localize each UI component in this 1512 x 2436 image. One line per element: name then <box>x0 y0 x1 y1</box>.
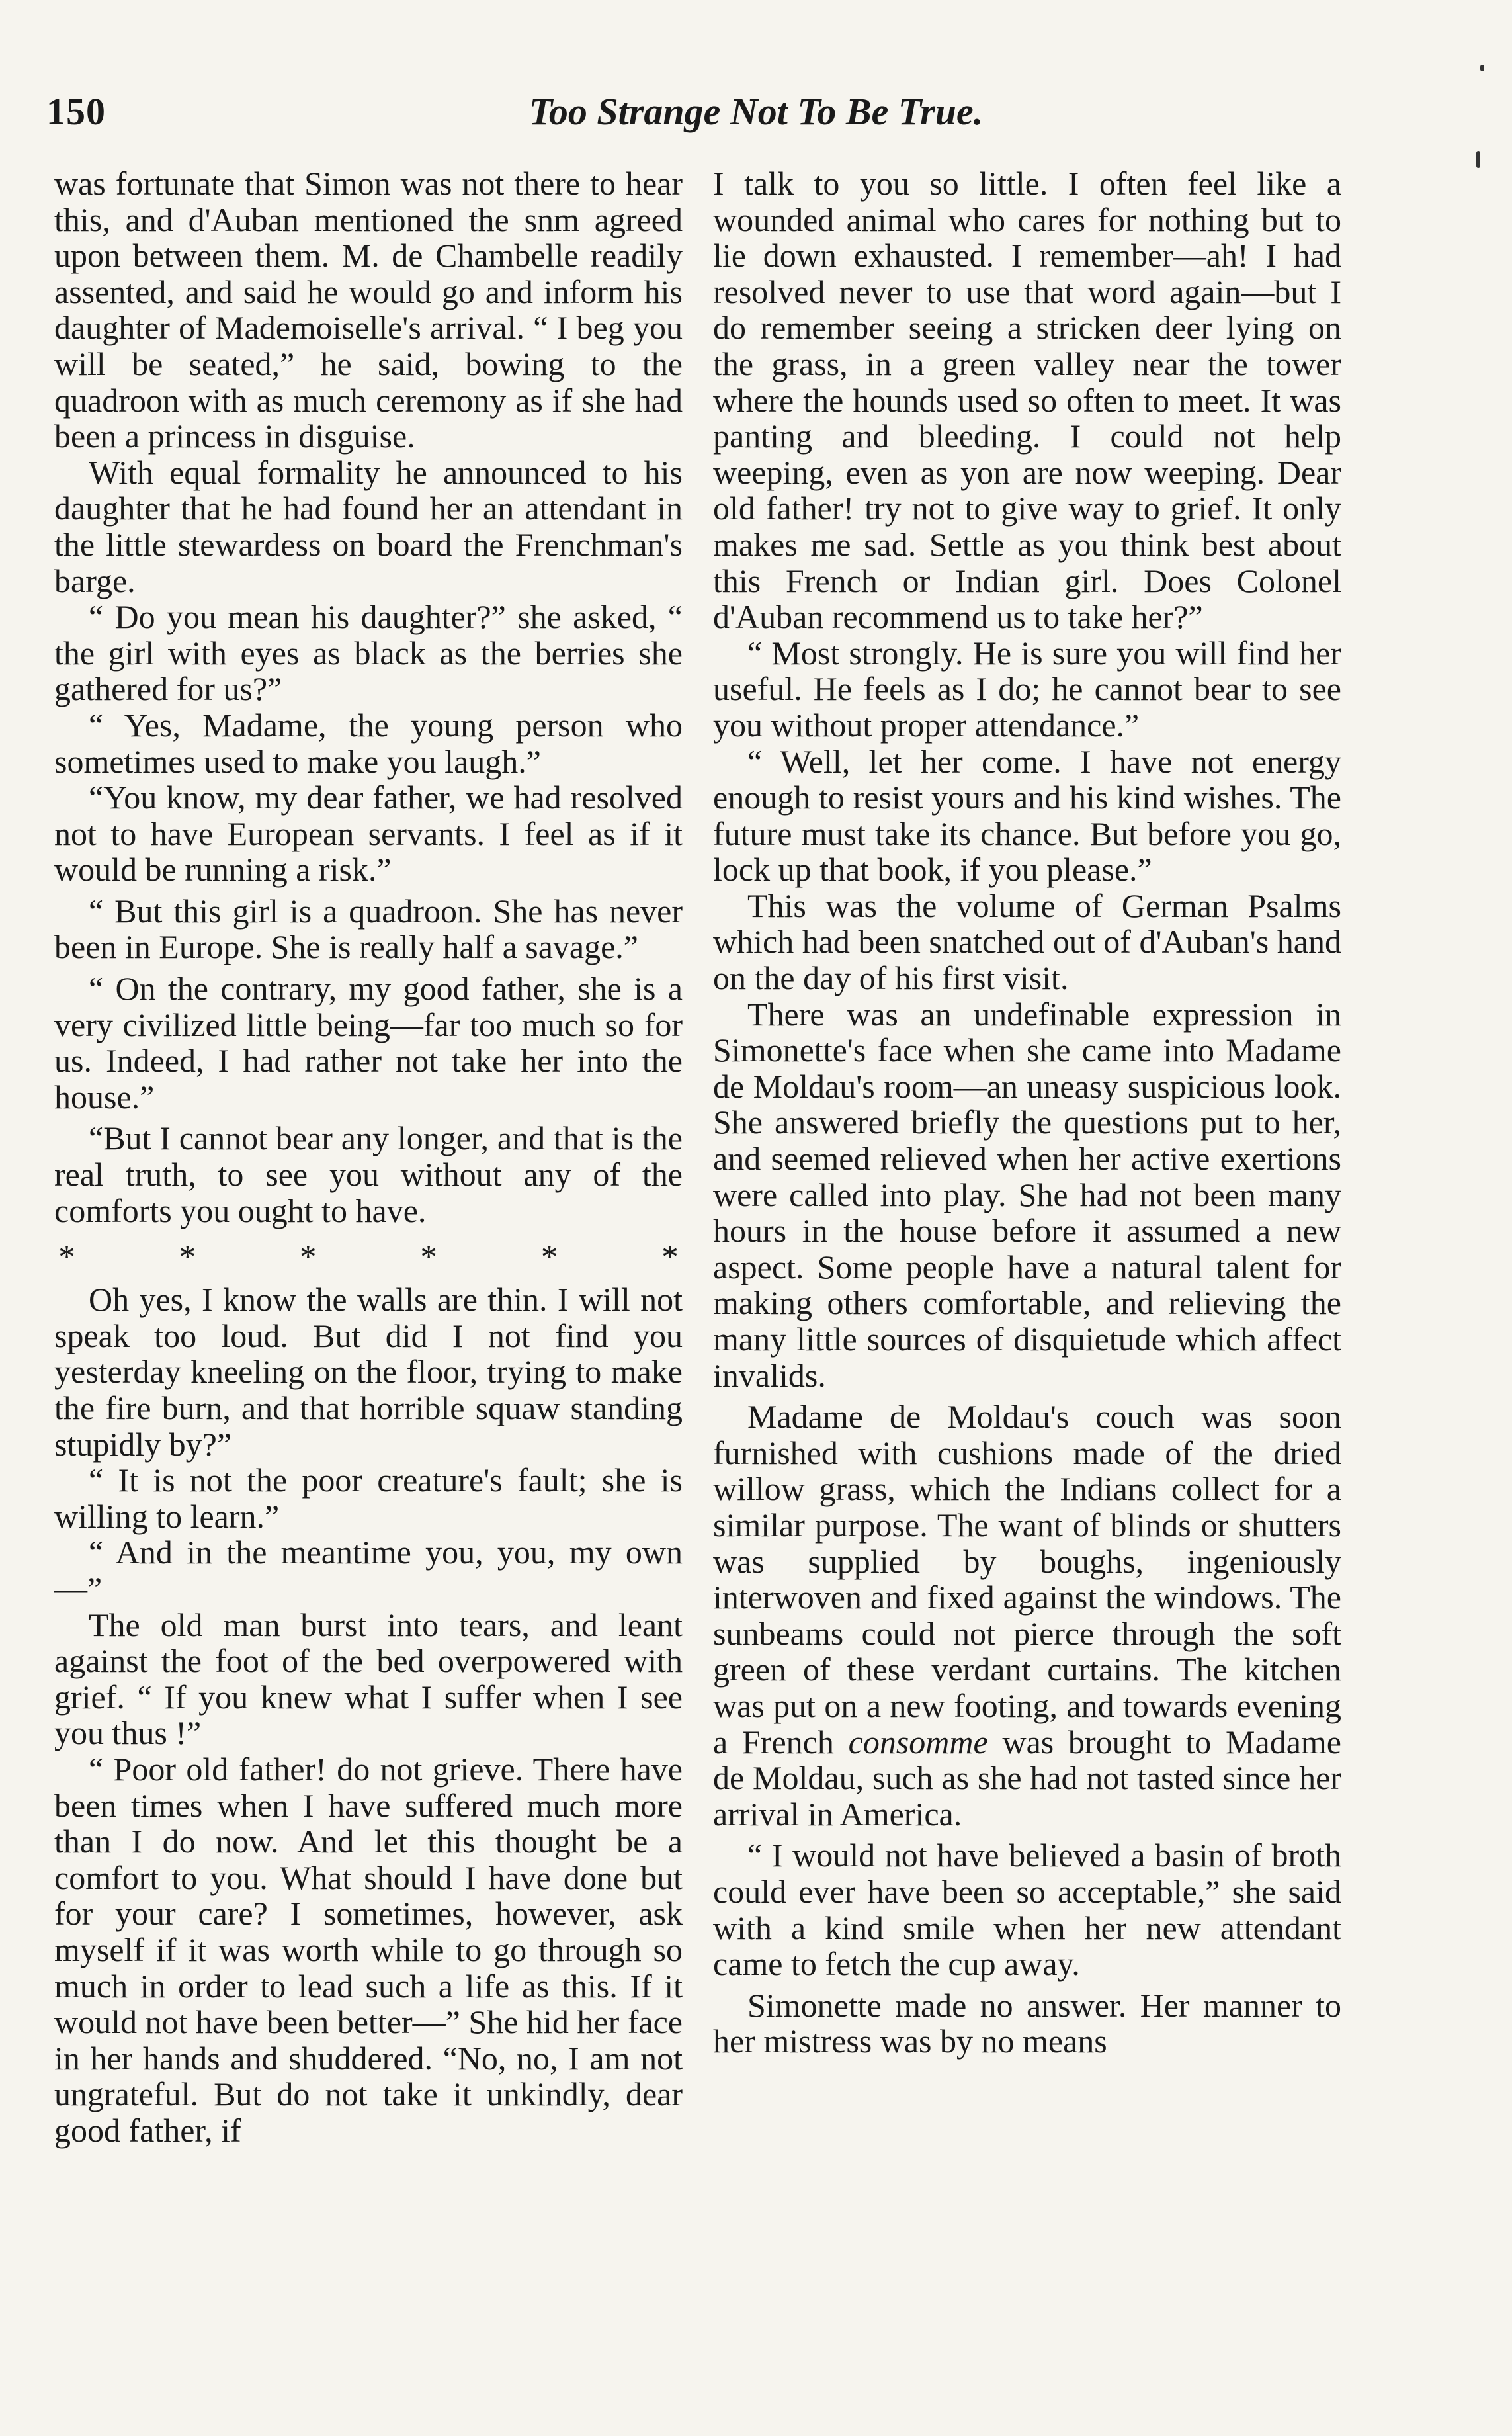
page-number: 150 <box>46 90 106 133</box>
paragraph: “ On the contrary, my good father, she is a very civilized little being—far too much so for us. Indeed, I had rather not take her into the house.” <box>54 970 683 1115</box>
paragraph: “You know, my dear father, we had resolved not to have European servants. I feel as if it would be running a risk.” <box>54 779 683 889</box>
asterism: * <box>540 1239 558 1277</box>
paragraph: “ Most strongly. He is sure you will find her useful. He feels as I do; he cannot bear to see you without proper attendance.” <box>713 634 1341 744</box>
running-title: Too Strange Not To Be True. <box>528 90 984 133</box>
paragraph: I talk to you so little. I often feel like a wounded animal who cares for nothing but to lie down exhausted. I remember—ah! I had resolved never to use that word again—but I do remember seeing a stricken deer lying on the grass, in a green valley near the tower where the hounds used so often to meet. It was panting and bleeding. I could not help weeping, even as yon are now weeping. Dear old father! try not to give way to grief. It only makes me sad. Settle as you think best about this French or Indian girl. Does Colonel d'Auban recommend us to take her?” <box>713 165 1341 636</box>
asterism: * <box>179 1239 196 1277</box>
paragraph: “ Poor old father! do not grieve. There have been times when I have suffered much more than I do now. And let this thought be a comfort to you. What should I have done but for your care? I sometimes, however, ask myself if it was worth while to go through so much in order to lead such a life as this. If it would not have been better—” She hid her face in her hands and shuddered. “No, no, I am not ungrateful. But do not take it unkindly, dear good father, if <box>54 1750 683 2149</box>
section-break <box>54 1229 683 1282</box>
margin-tick <box>1476 151 1480 168</box>
paragraph: Oh yes, I know the walls are thin. I will not speak too loud. But did I not find you yesterday kneeling on the floor, trying to make the fire burn, and that horrible squaw standing stupidly by?” <box>54 1281 683 1463</box>
paragraph-moldau-couch <box>713 1399 1341 1832</box>
paragraph: “But I cannot bear any longer, and that is the real truth, to see you without any of the comforts you ought to have. <box>54 1119 683 1229</box>
paragraph: Simonette made no answer. Her manner to her mistress was by no means <box>713 1986 1341 2060</box>
paragraph: With equal formality he announced to his daughter that he had found her an attendant in the little stewardess on board the Frenchman's barge. <box>54 453 683 599</box>
right-column <box>713 165 1341 2060</box>
asterism: * <box>420 1239 438 1277</box>
paragraph: “ It is not the poor creature's fault; she is willing to learn.” <box>54 1461 683 1535</box>
asterism: * <box>58 1239 75 1277</box>
paragraph: “ I would not have believed a basin of broth could ever have been so acceptable,” she said with a kind smile when her new attendant came to fetch the cup away. <box>713 1837 1341 1983</box>
paragraph: There was an undefinable expression in Simonette's face when she came into Madame de Moldau's room—an uneasy suspicious look. She answered briefly the questions put to her, and seemed relieved when her active exertions were called into play. She had not been many hours in the house before it assumed a new aspect. Some people have a natural talent for making others comfortable, and relieving the many little sources of disquietude which affect invalids. <box>713 995 1341 1394</box>
paragraph: was fortunate that Simon was not there to hear this, and d'Auban mentioned the snm agreed upon between them. M. de Chambelle readily assented, and said he would go and inform his daughter of Mademoiselle's arrival. “ I beg you will be seated,” he said, bowing to the quadroon with as much ceremony as if she had been a princess in disguise. <box>54 165 683 455</box>
text-run: was brought to Madame de Moldau, such as she had not tasted since her arrival in America. <box>713 1723 1341 1833</box>
asterism: * <box>299 1239 317 1277</box>
paragraph: “ Well, let her come. I have not energy enough to resist yours and his kind wishes. The future must take its chance. But before you go, lock up that book, if you please.” <box>713 742 1341 889</box>
margin-speck <box>1480 65 1484 71</box>
text-run: Madame de Moldau's couch was soon furnished with cushions made of the dried willow grass, which the Indians collect for a similar purpose. The want of blinds or shutters was supplied by boughs, ingeniously interwoven and fixed against the windows. The sunbeams could not pierce through the soft green of these verdant curtains. The kitchen was put on a new footing, and towards evening a French <box>713 1398 1341 1761</box>
paragraph: “ And in the meantime you, you, my own—” <box>54 1534 683 1607</box>
paragraph: The old man burst into tears, and leant against the foot of the bed overpowered with grief. “ If you knew what I suffer when I see you thus !” <box>54 1606 683 1752</box>
paragraph: “ Do you mean his daughter?” she asked, “ the girl with eyes as black as the berries she gathered for us?” <box>54 598 683 708</box>
paragraph: “ Yes, Madame, the young person who sometimes used to make you laugh.” <box>54 706 683 780</box>
left-column <box>54 165 683 2148</box>
paragraph: “ But this girl is a quadroon. She has never been in Europe. She is really half a savage.” <box>54 892 683 966</box>
paragraph: This was the volume of German Psalms which had been snatched out of d'Auban's hand on the day of his first visit. <box>713 887 1341 997</box>
asterism: * <box>661 1239 679 1277</box>
italic-word: consomme <box>848 1723 988 1761</box>
